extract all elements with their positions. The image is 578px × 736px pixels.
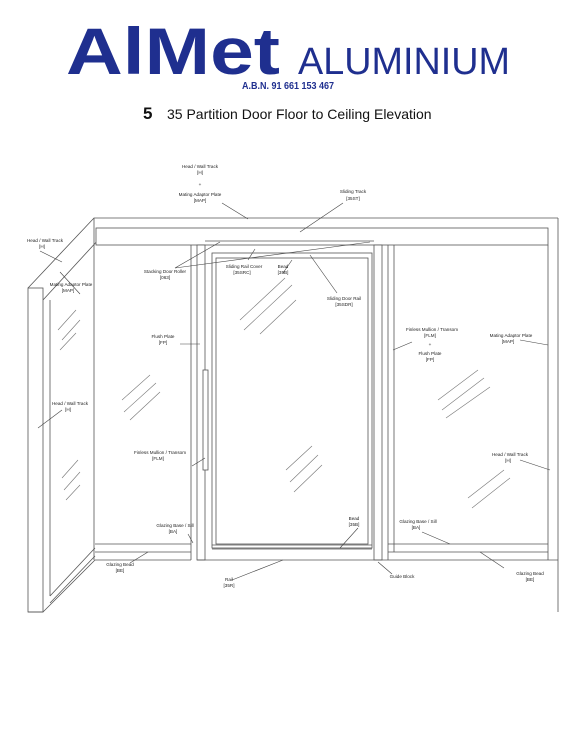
- label-map-top: Mating Adaptor Plate: [178, 192, 222, 197]
- label-map-left: Mating Adaptor Plate: [49, 282, 93, 287]
- label-rail-bottom-code: [35R]: [223, 583, 235, 588]
- label-sliding-track-code: [35ST]: [346, 196, 360, 201]
- label-finless-right: Finless Mullion / Transom: [405, 327, 459, 332]
- label-head-mid-left-code: [H]: [65, 407, 71, 412]
- abn-text: A.B.N. 91 661 153 467: [242, 81, 335, 92]
- label-flush-left: Flush Plate: [151, 334, 175, 339]
- label-finless-left-code: [FLM]: [152, 456, 164, 461]
- label-map-left-code: [MAP]: [61, 288, 75, 293]
- label-gbead-right: Glazing Bead: [516, 571, 544, 576]
- label-plus-top: +: [198, 182, 202, 187]
- label-gbead-left-code: [BE]: [115, 568, 125, 573]
- door-frame-right: [374, 245, 382, 560]
- label-head-mid-left: Head / Wall Track: [51, 401, 89, 406]
- left-return-bead: [50, 548, 95, 596]
- label-rail-cover-code: [35SRC]: [233, 270, 251, 275]
- label-head-right-code: [H]: [505, 458, 511, 463]
- label-stacking-roller: Stacking Door Roller: [143, 269, 187, 274]
- label-head-top: Head / Wall Track: [181, 164, 219, 169]
- label-head-left-code: [H]: [39, 244, 45, 249]
- label-stacking-roller-code: [063]: [159, 275, 171, 280]
- drawing-number: 5: [143, 104, 153, 123]
- label-bead-top-code: [35B]: [277, 270, 289, 275]
- label-map-top-code: [MAP]: [193, 198, 207, 203]
- label-guide-block: Guide Block: [389, 574, 415, 579]
- label-head-top-code: [H]: [197, 170, 203, 175]
- label-flush-right-code: [FP]: [425, 357, 435, 362]
- label-finless-left: Finless Mullion / Transom: [133, 450, 187, 455]
- label-gbase-right: Glazing Base / Sill: [399, 519, 437, 524]
- label-finless-right-code: [FLM]: [424, 333, 436, 338]
- logo-word-text: ALUMINIUM: [298, 41, 510, 83]
- label-bead-bottom-code: [35B]: [348, 522, 360, 527]
- label-rail-cover: Sliding Rail Cover: [225, 264, 263, 269]
- label-gbead-left: Glazing Bead: [106, 562, 134, 567]
- floor-left-diagonal: [43, 560, 95, 612]
- head-track: [96, 228, 548, 245]
- label-sliding-track: Sliding Track: [339, 189, 367, 194]
- label-map-right: Mating Adaptor Plate: [489, 333, 533, 338]
- left-return-post: [28, 288, 43, 612]
- label-gbase-left: Glazing Base / Sill: [156, 523, 194, 528]
- label-rail-bottom: Rail: [225, 577, 233, 582]
- label-gbead-right-code: [BE]: [525, 577, 535, 582]
- logo-main-text: AlMet: [66, 14, 281, 88]
- label-flush-right: Flush Plate: [418, 351, 442, 356]
- label-gbase-right-code: [BA]: [411, 525, 421, 530]
- label-door-rail-code: [35SDR]: [335, 302, 353, 307]
- door-handle: [203, 370, 208, 470]
- drawing-title-text: 35 Partition Door Floor to Ceiling Elevation: [167, 106, 432, 122]
- label-map-right-code: [MAP]: [501, 339, 515, 344]
- left-return-base: [50, 556, 95, 603]
- label-head-right: Head / Wall Track: [491, 452, 529, 457]
- label-bead-top: Bead: [277, 264, 289, 269]
- label-gbase-left-code: [BA]: [168, 529, 178, 534]
- label-flush-left-code: [FP]: [158, 340, 168, 345]
- label-head-left: Head / Wall Track: [26, 238, 64, 243]
- label-plus-right: +: [428, 342, 432, 347]
- label-door-rail: Sliding Door Rail: [326, 296, 362, 301]
- label-bead-bottom: Bead: [348, 516, 360, 521]
